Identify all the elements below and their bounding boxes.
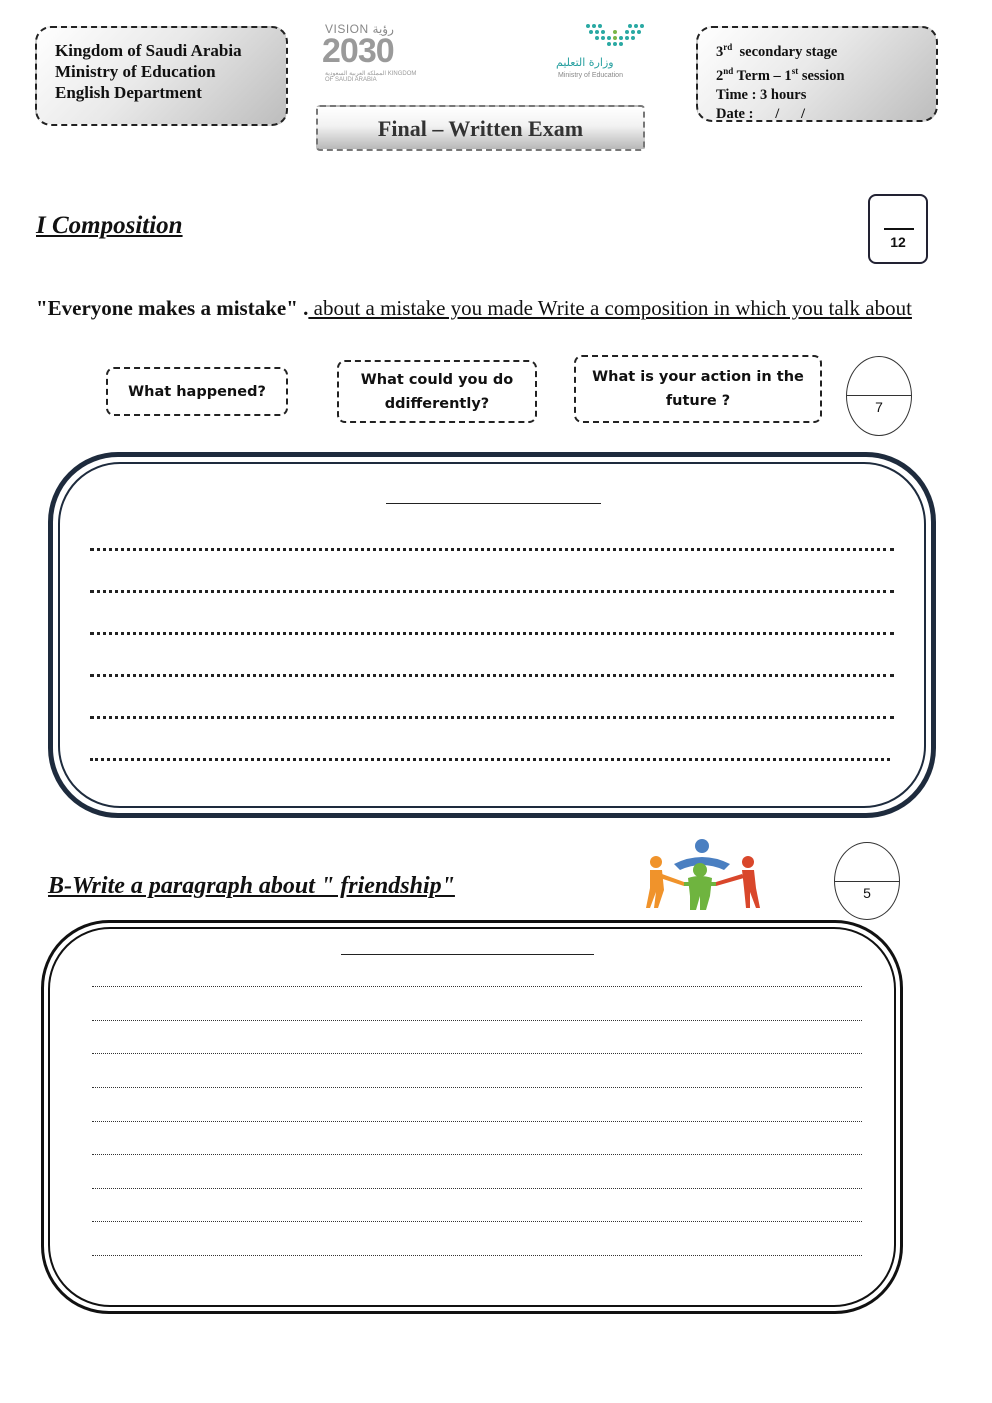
writing-line[interactable]	[92, 1221, 862, 1222]
writing-line[interactable]	[92, 1121, 862, 1122]
paragraph-heading: B-Write a paragraph about " friendship"	[48, 873, 455, 899]
writing-line[interactable]	[90, 590, 894, 593]
paragraph-mark-oval	[834, 842, 900, 920]
idea-box-do-differently: What could you do ddifferently?	[337, 360, 537, 423]
date-line: Date : / /	[716, 105, 805, 122]
prompt-instruction: about a mistake you made Write a composition in which you talk about	[308, 296, 912, 320]
exam-title: Final – Written Exam	[316, 105, 645, 151]
mark-divider	[835, 881, 899, 882]
vision-logo-sub: المملكة العربية السعودية KINGDOM OF SAUDI ARABIA	[325, 71, 417, 83]
writing-line[interactable]	[92, 1087, 862, 1088]
ministry-line: Ministry of Education	[55, 62, 216, 81]
kingdom-line: Kingdom of Saudi Arabia	[55, 41, 242, 60]
composition-mark-oval	[846, 356, 912, 436]
vision-2030-logo	[322, 22, 422, 82]
time-line: Time : 3 hours	[716, 86, 807, 103]
score-blank-line	[884, 228, 914, 230]
vision-logo-number: 2030	[322, 32, 394, 70]
mark-divider	[847, 395, 911, 396]
paragraph-mark-value: 5	[863, 885, 871, 901]
prompt-quote: "Everyone makes a mistake" .	[36, 296, 309, 320]
writing-line[interactable]	[92, 1188, 862, 1189]
writing-line[interactable]	[90, 674, 894, 677]
ministry-logo	[552, 22, 652, 82]
writing-line[interactable]	[90, 716, 894, 719]
composition-writing-area	[48, 452, 936, 818]
composition-prompt	[36, 293, 958, 324]
ministry-logo-arabic: وزارة التعليم	[556, 56, 614, 69]
paragraph-inner-border	[48, 927, 896, 1307]
writing-line[interactable]	[92, 1154, 862, 1155]
total-score-box	[868, 194, 928, 264]
stage-line: 3rd secondary stage	[716, 42, 838, 60]
paragraph-title-line[interactable]	[341, 954, 594, 955]
writing-line[interactable]	[90, 758, 890, 761]
total-score-value: 12	[890, 234, 906, 250]
composition-title-line[interactable]	[386, 503, 601, 504]
header-exam-info	[696, 26, 938, 122]
writing-line[interactable]	[90, 632, 894, 635]
idea-box-future-action: What is your action in the future ?	[574, 355, 822, 423]
writing-line[interactable]	[92, 986, 862, 987]
composition-heading: I Composition	[36, 212, 183, 239]
composition-inner-border	[58, 462, 926, 808]
writing-line[interactable]	[92, 1255, 862, 1256]
ministry-logo-dots-icon	[582, 22, 648, 52]
idea-box-what-happened: What happened?	[106, 367, 288, 416]
term-line: 2nd Term – 1st session	[716, 65, 845, 84]
writing-line[interactable]	[92, 1020, 862, 1021]
department-line: English Department	[55, 83, 202, 102]
writing-line[interactable]	[90, 548, 894, 551]
writing-line[interactable]	[92, 1053, 862, 1054]
friendship-people-icon	[644, 838, 762, 910]
header-school-info	[35, 26, 288, 126]
composition-mark-value: 7	[875, 399, 883, 415]
vision-logo-top: VISION رؤية	[325, 22, 394, 36]
ministry-logo-english: Ministry of Education	[558, 72, 623, 79]
